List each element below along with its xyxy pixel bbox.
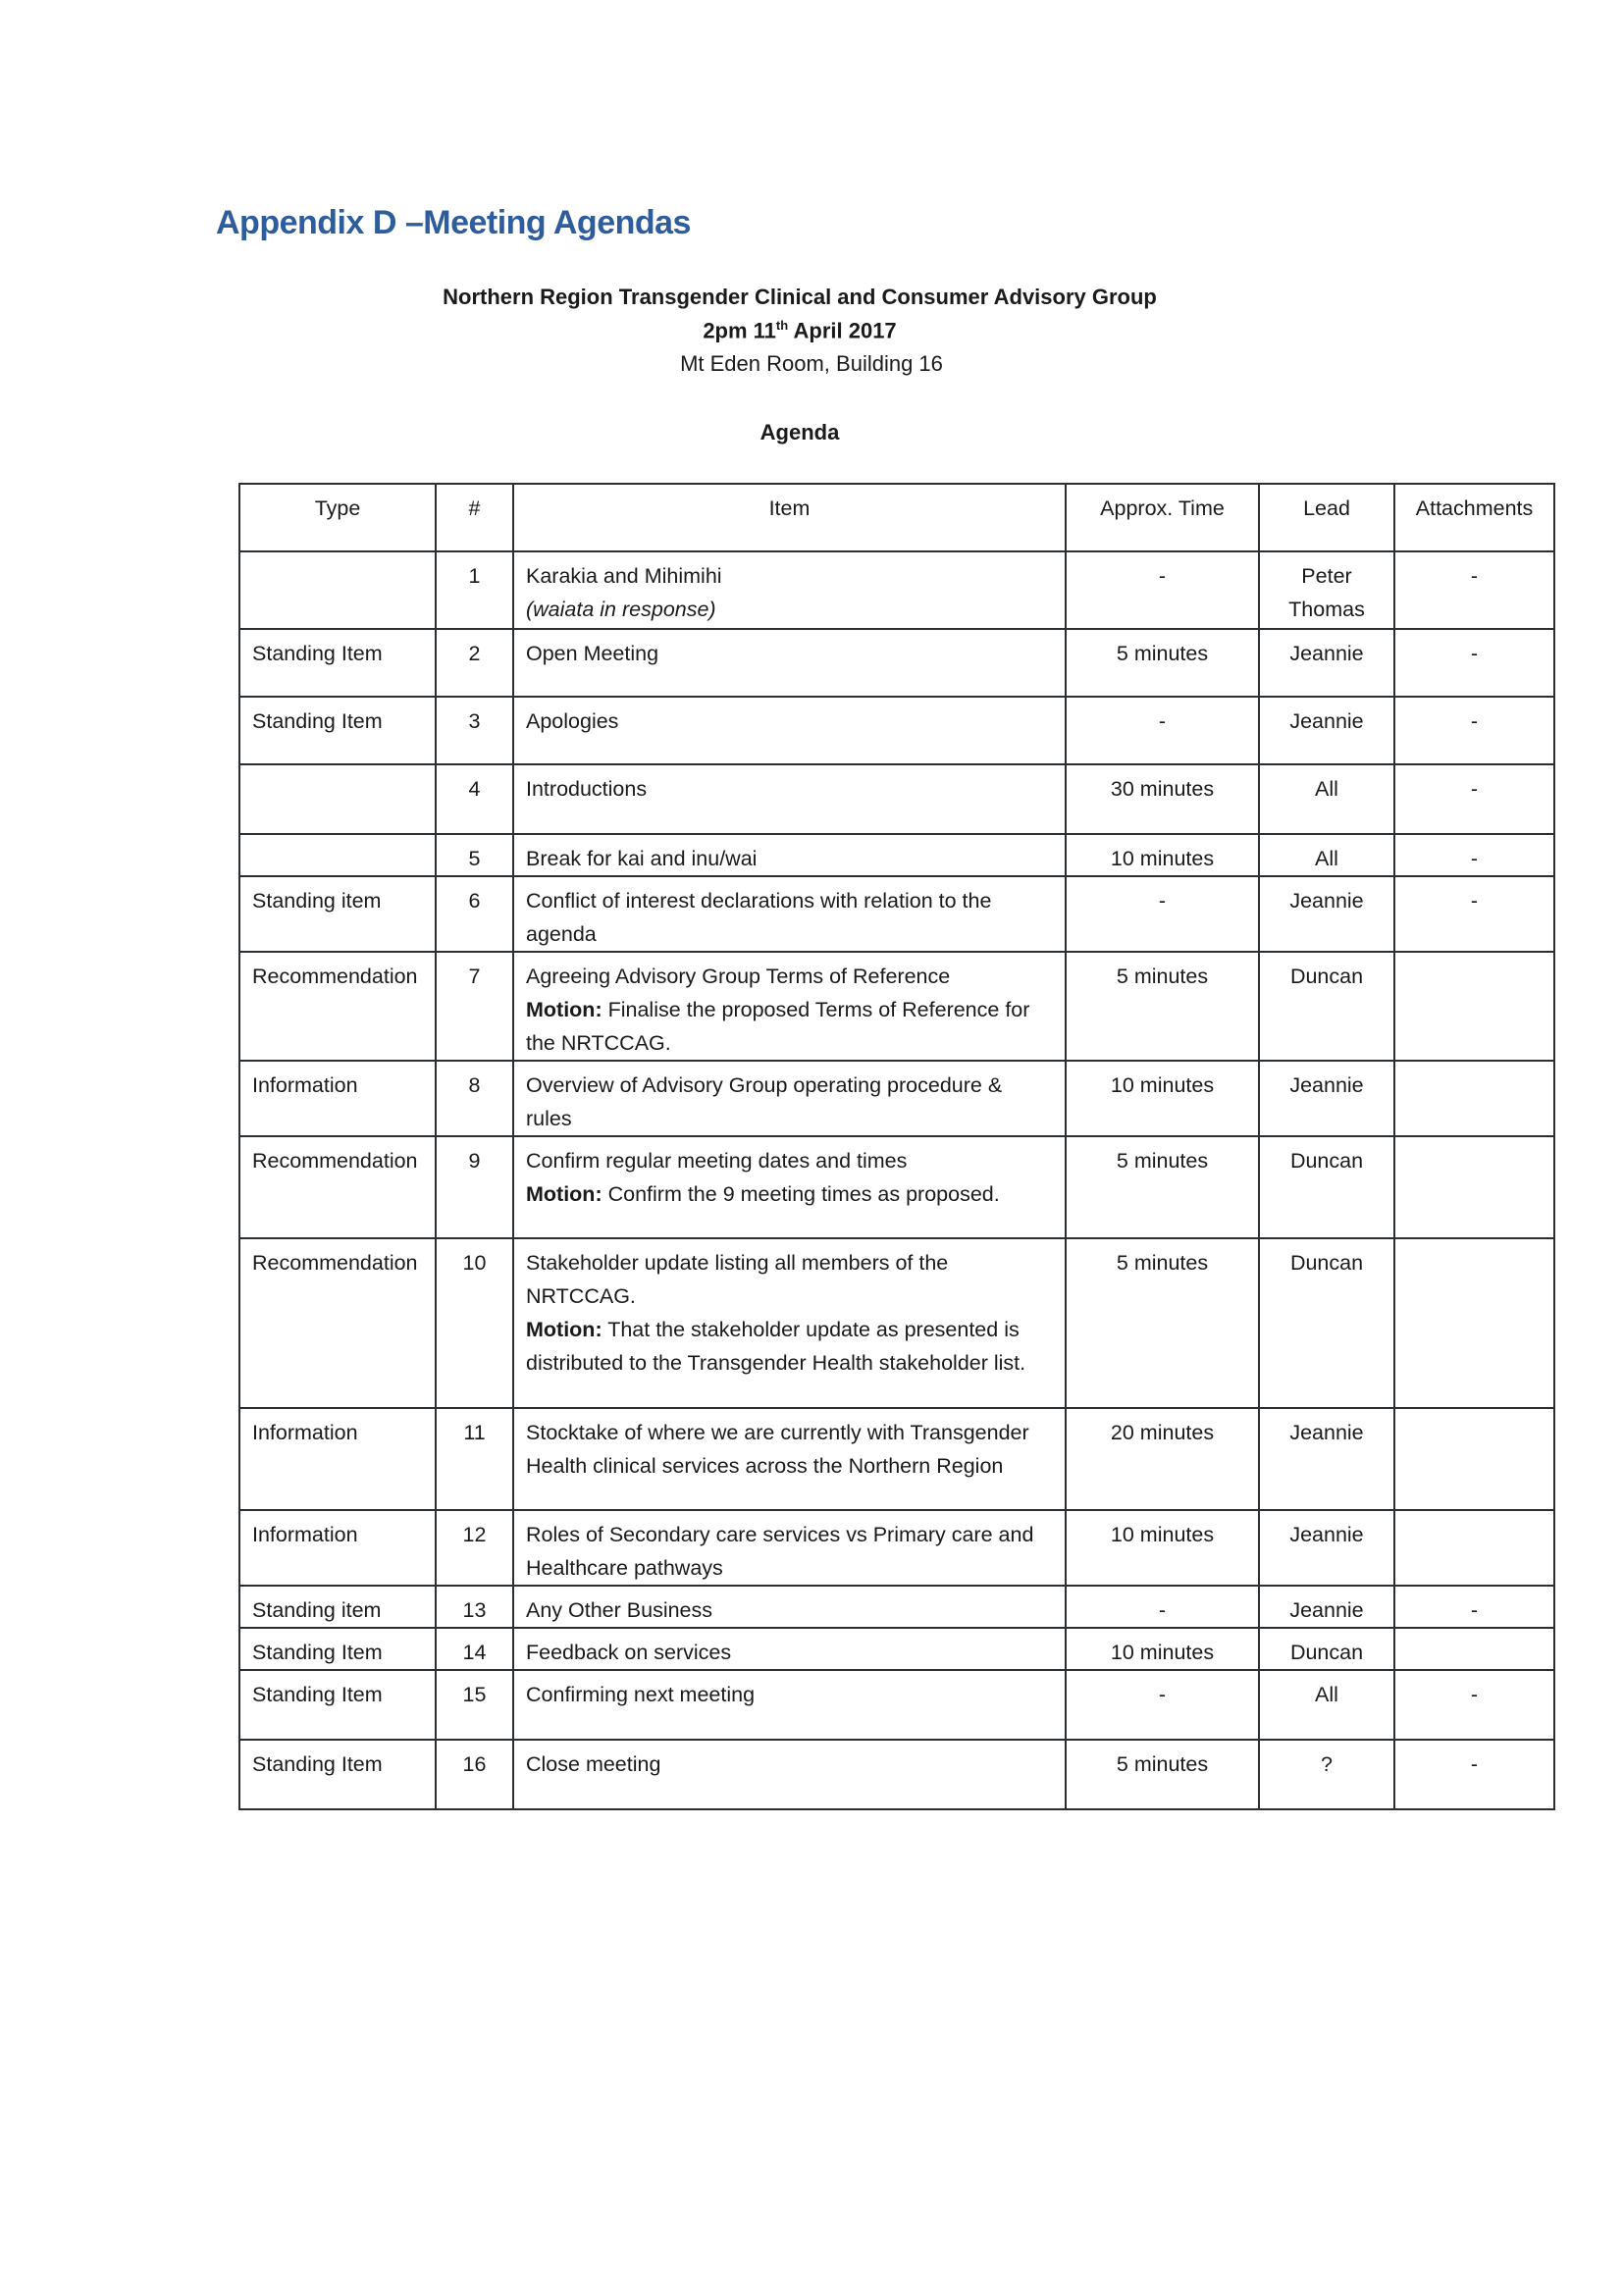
col-item: Item: [513, 484, 1066, 551]
cell-type: [239, 834, 436, 876]
motion-text: That the stakeholder update as presented is distributed to the Transgender Health stakeholder list.: [526, 1318, 1026, 1375]
cell-num: 5: [436, 834, 513, 876]
cell-type: Recommendation: [239, 952, 436, 1061]
cell-num: 8: [436, 1061, 513, 1136]
cell-attachments: -: [1394, 551, 1554, 629]
cell-item: [513, 629, 1066, 697]
cell-type: Standing Item: [239, 697, 436, 764]
cell-item: [513, 1238, 1066, 1408]
cell-lead: Jeannie: [1259, 1586, 1394, 1628]
cell-lead: All: [1259, 764, 1394, 834]
group-name: Northern Region Transgender Clinical and Consumer Advisory Group: [443, 285, 1157, 309]
cell-item: [513, 551, 1066, 629]
cell-attachments: [1394, 1061, 1554, 1136]
cell-num: 15: [436, 1670, 513, 1740]
col-attachments: Attachments: [1394, 484, 1554, 551]
col-num: #: [436, 484, 513, 551]
cell-lead: All: [1259, 1670, 1394, 1740]
cell-num: 9: [436, 1136, 513, 1238]
item-text: Close meeting: [526, 1752, 661, 1776]
cell-num: 3: [436, 697, 513, 764]
table-row: [239, 1408, 1554, 1510]
cell-lead: Peter Thomas: [1259, 551, 1394, 629]
agenda-table: [238, 483, 1555, 1810]
cell-type: [239, 764, 436, 834]
table-row: [239, 629, 1554, 697]
cell-num: 13: [436, 1586, 513, 1628]
cell-num: 2: [436, 629, 513, 697]
motion-label: Motion:: [526, 1318, 602, 1341]
col-type: Type: [239, 484, 436, 551]
agenda-heading: Agenda: [759, 420, 840, 444]
cell-num: 1: [436, 551, 513, 629]
cell-lead: Duncan: [1259, 1238, 1394, 1408]
cell-time: -: [1066, 876, 1259, 952]
cell-type: Standing Item: [239, 1628, 436, 1670]
table-row: [239, 1670, 1554, 1740]
cell-time: 10 minutes: [1066, 834, 1259, 876]
cell-item: [513, 764, 1066, 834]
cell-attachments: [1394, 1408, 1554, 1510]
cell-time: -: [1066, 1586, 1259, 1628]
cell-attachments: -: [1394, 629, 1554, 697]
cell-time: 5 minutes: [1066, 1238, 1259, 1408]
item-text: Confirm regular meeting dates and times: [526, 1149, 908, 1173]
cell-item: [513, 1510, 1066, 1586]
item-text: Karakia and Mihimihi: [526, 564, 722, 588]
cell-attachments: [1394, 952, 1554, 1061]
cell-time: 5 minutes: [1066, 629, 1259, 697]
cell-type: Recommendation: [239, 1136, 436, 1238]
table-row: [239, 834, 1554, 876]
cell-num: 4: [436, 764, 513, 834]
cell-type: Recommendation: [239, 1238, 436, 1408]
cell-num: 6: [436, 876, 513, 952]
cell-time: 5 minutes: [1066, 1136, 1259, 1238]
cell-item: [513, 1136, 1066, 1238]
motion-label: Motion:: [526, 1182, 602, 1206]
cell-lead: Jeannie: [1259, 629, 1394, 697]
cell-attachments: [1394, 1628, 1554, 1670]
table-header: [239, 484, 1554, 551]
cell-item: [513, 952, 1066, 1061]
cell-attachments: -: [1394, 834, 1554, 876]
item-text: Agreeing Advisory Group Terms of Reference: [526, 965, 951, 988]
table-row: [239, 952, 1554, 1061]
cell-type: Standing Item: [239, 1670, 436, 1740]
item-text: Confirming next meeting: [526, 1683, 756, 1706]
cell-attachments: -: [1394, 1586, 1554, 1628]
table-row: [239, 764, 1554, 834]
cell-num: 12: [436, 1510, 513, 1586]
cell-lead: Jeannie: [1259, 1408, 1394, 1510]
cell-num: 7: [436, 952, 513, 1061]
cell-item: [513, 1408, 1066, 1510]
cell-attachments: -: [1394, 1740, 1554, 1809]
table-row: [239, 1136, 1554, 1238]
cell-item: [513, 1740, 1066, 1809]
motion-text: Finalise the proposed Terms of Reference for the NRTCCAG.: [526, 998, 1030, 1055]
item-text: Break for kai and inu/wai: [526, 847, 758, 870]
motion-label: Motion:: [526, 998, 602, 1021]
cell-time: 30 minutes: [1066, 764, 1259, 834]
table-row: [239, 876, 1554, 952]
cell-attachments: -: [1394, 876, 1554, 952]
table-row: [239, 1510, 1554, 1586]
table-row: [239, 1628, 1554, 1670]
cell-time: 10 minutes: [1066, 1061, 1259, 1136]
cell-num: 16: [436, 1740, 513, 1809]
meeting-datetime: 2pm 11th April 2017: [703, 318, 897, 343]
cell-num: 10: [436, 1238, 513, 1408]
cell-lead: Jeannie: [1259, 876, 1394, 952]
cell-item: [513, 1586, 1066, 1628]
cell-time: 5 minutes: [1066, 1740, 1259, 1809]
table-row: [239, 551, 1554, 629]
cell-time: -: [1066, 1670, 1259, 1740]
table-row: [239, 1740, 1554, 1809]
item-text: Introductions: [526, 777, 648, 801]
cell-type: Standing item: [239, 876, 436, 952]
cell-time: 10 minutes: [1066, 1628, 1259, 1670]
cell-lead: Duncan: [1259, 952, 1394, 1061]
col-time: Approx. Time: [1066, 484, 1259, 551]
cell-type: [239, 551, 436, 629]
item-text: Stakeholder update listing all members of the NRTCCAG.: [526, 1251, 949, 1308]
item-note: (waiata in response): [526, 598, 716, 621]
cell-num: 14: [436, 1628, 513, 1670]
cell-time: 10 minutes: [1066, 1510, 1259, 1586]
meeting-location: Mt Eden Room, Building 16: [680, 351, 943, 376]
cell-attachments: [1394, 1238, 1554, 1408]
cell-attachments: -: [1394, 764, 1554, 834]
cell-item: [513, 1628, 1066, 1670]
table-row: [239, 1238, 1554, 1408]
cell-attachments: -: [1394, 697, 1554, 764]
cell-lead: Jeannie: [1259, 1061, 1394, 1136]
cell-lead: Duncan: [1259, 1628, 1394, 1670]
cell-type: Information: [239, 1061, 436, 1136]
cell-item: [513, 876, 1066, 952]
item-text: Any Other Business: [526, 1598, 713, 1622]
item-text: Roles of Secondary care services vs Primary care and Healthcare pathways: [526, 1523, 1034, 1580]
motion-text: Confirm the 9 meeting times as proposed.: [607, 1182, 1000, 1206]
cell-type: Standing Item: [239, 1740, 436, 1809]
cell-attachments: [1394, 1136, 1554, 1238]
cell-time: -: [1066, 551, 1259, 629]
page-title: Appendix D –Meeting Agendas: [216, 204, 691, 241]
cell-type: Information: [239, 1408, 436, 1510]
table-row: [239, 1586, 1554, 1628]
cell-lead: Jeannie: [1259, 1510, 1394, 1586]
table-row: [239, 697, 1554, 764]
cell-lead: ?: [1259, 1740, 1394, 1809]
cell-lead: Duncan: [1259, 1136, 1394, 1238]
cell-lead: Jeannie: [1259, 697, 1394, 764]
cell-time: 20 minutes: [1066, 1408, 1259, 1510]
item-text: Feedback on services: [526, 1641, 732, 1664]
cell-item: [513, 697, 1066, 764]
item-text: Stocktake of where we are currently with Transgender Health clinical services across the Northern Region: [526, 1421, 1029, 1478]
table-row: [239, 1061, 1554, 1136]
cell-item: [513, 1061, 1066, 1136]
item-text: Open Meeting: [526, 642, 659, 665]
item-text: Apologies: [526, 709, 619, 733]
item-text: Overview of Advisory Group operating procedure & rules: [526, 1073, 1003, 1130]
cell-time: 5 minutes: [1066, 952, 1259, 1061]
cell-type: Information: [239, 1510, 436, 1586]
cell-type: Standing Item: [239, 629, 436, 697]
cell-item: [513, 834, 1066, 876]
col-lead: Lead: [1259, 484, 1394, 551]
cell-attachments: -: [1394, 1670, 1554, 1740]
cell-time: -: [1066, 697, 1259, 764]
cell-num: 11: [436, 1408, 513, 1510]
item-text: Conflict of interest declarations with relation to the agenda: [526, 889, 992, 946]
cell-lead: All: [1259, 834, 1394, 876]
cell-item: [513, 1670, 1066, 1740]
cell-attachments: [1394, 1510, 1554, 1586]
cell-type: Standing item: [239, 1586, 436, 1628]
